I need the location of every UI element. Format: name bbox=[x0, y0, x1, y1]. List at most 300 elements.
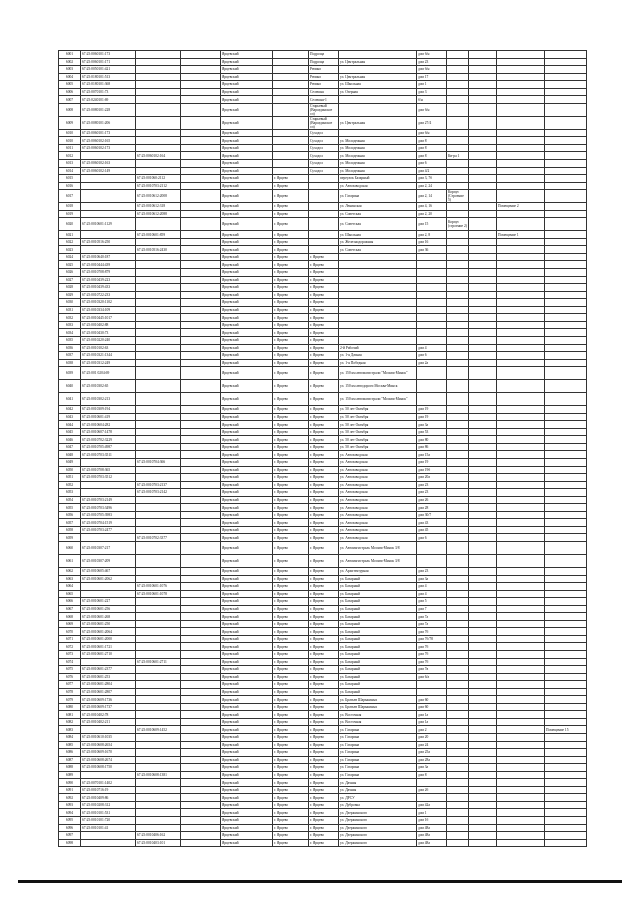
cell-note bbox=[447, 81, 469, 89]
cell-settlement bbox=[309, 175, 339, 183]
cell-district: Ярцевский bbox=[221, 238, 273, 246]
table-row bbox=[59, 651, 587, 659]
cell-settlement: Старьевый (Вараздинское сп) bbox=[309, 116, 339, 129]
cell-house bbox=[417, 291, 447, 299]
cell-cadastral-3 bbox=[181, 66, 221, 74]
cell-street bbox=[339, 291, 417, 299]
cell-extra-1 bbox=[469, 839, 497, 847]
cell-extra-3 bbox=[545, 314, 587, 322]
cell-extra-1 bbox=[469, 269, 497, 277]
cell-district: Ярцевский bbox=[221, 321, 273, 329]
cell-house: дом 2, 24 bbox=[417, 182, 447, 190]
cell-number: 6036 bbox=[59, 344, 81, 352]
cell-city: г. Ярцево bbox=[273, 443, 309, 451]
cell-extra-3 bbox=[545, 436, 587, 444]
cell-extra-3 bbox=[545, 73, 587, 81]
cell-city: г. Ярцево bbox=[273, 261, 309, 269]
cell-district: Ярцевский bbox=[221, 711, 273, 719]
cell-city: г. Ярцево bbox=[273, 779, 309, 787]
cell-city: г. Ярцево bbox=[273, 519, 309, 527]
cell-number: 6038 bbox=[59, 359, 81, 367]
cell-cadastral-2 bbox=[136, 643, 181, 651]
table-row bbox=[59, 344, 587, 352]
cell-extra-3 bbox=[545, 534, 587, 542]
cell-city: г. Ярцево bbox=[273, 231, 309, 239]
cell-number: 6045 bbox=[59, 428, 81, 436]
cell-extra-3 bbox=[545, 421, 587, 429]
cell-note bbox=[447, 352, 469, 360]
cell-district: Ярцевский bbox=[221, 605, 273, 613]
cell-settlement: г. Ярцево bbox=[309, 598, 339, 606]
cell-street: ул. Братьев Шарыкиных bbox=[339, 703, 417, 711]
cell-note bbox=[447, 832, 469, 840]
cell-street: ул. Базарный bbox=[339, 598, 417, 606]
table-row bbox=[59, 519, 587, 527]
cell-number: 6073 bbox=[59, 651, 81, 659]
cell-street: ул. Автозаводская bbox=[339, 474, 417, 482]
cell-extra-3 bbox=[545, 583, 587, 591]
table-row bbox=[59, 116, 587, 129]
cell-settlement: г. Ярцево bbox=[309, 269, 339, 277]
cell-extra-1 bbox=[469, 203, 497, 211]
cell-cadastral-1 bbox=[81, 481, 136, 489]
cell-cadastral-2 bbox=[136, 451, 181, 459]
cell-cadastral-3 bbox=[181, 651, 221, 659]
cell-extra-2 bbox=[497, 261, 545, 269]
cell-city: г. Ярцево bbox=[273, 276, 309, 284]
cell-cadastral-2 bbox=[136, 718, 181, 726]
cell-cadastral-2 bbox=[136, 681, 181, 689]
cell-street: ул. 50 лет Октября bbox=[339, 428, 417, 436]
cell-street: ул. Дачная bbox=[339, 779, 417, 787]
cell-number: 6097 bbox=[59, 832, 81, 840]
cell-district: Ярцевский bbox=[221, 779, 273, 787]
cell-extra-2 bbox=[497, 276, 545, 284]
cell-number: 6001 bbox=[59, 51, 81, 59]
cell-extra-2 bbox=[497, 688, 545, 696]
cell-house: дом 7а bbox=[417, 620, 447, 628]
cell-number: 6082 bbox=[59, 718, 81, 726]
cell-district: Ярцевский bbox=[221, 786, 273, 794]
table-row bbox=[59, 771, 587, 779]
cell-note bbox=[447, 129, 469, 137]
cell-cadastral-2 bbox=[136, 749, 181, 757]
cell-city: г. Ярцево bbox=[273, 749, 309, 757]
cell-note bbox=[447, 786, 469, 794]
cell-extra-1 bbox=[469, 321, 497, 329]
table-row bbox=[59, 489, 587, 497]
cell-extra-1 bbox=[469, 406, 497, 414]
cell-cadastral-2 bbox=[136, 428, 181, 436]
cell-street: ул. Автозаводская bbox=[339, 519, 417, 527]
cell-district: Ярцевский bbox=[221, 167, 273, 175]
cell-settlement bbox=[309, 190, 339, 203]
cell-extra-2 bbox=[497, 643, 545, 651]
table-row bbox=[59, 451, 587, 459]
cell-cadastral-1: 67:25:0010722:233 bbox=[81, 291, 136, 299]
cell-cadastral-2 bbox=[136, 511, 181, 519]
cell-extra-2 bbox=[497, 210, 545, 218]
cell-house bbox=[417, 306, 447, 314]
cell-number: 6013 bbox=[59, 160, 81, 168]
cell-cadastral-1 bbox=[81, 458, 136, 466]
cell-extra-3 bbox=[545, 103, 587, 116]
cell-district: Ярцевский bbox=[221, 511, 273, 519]
cell-cadastral-3 bbox=[181, 344, 221, 352]
cell-cadastral-1: 67:25:0060102:149 bbox=[81, 167, 136, 175]
cell-number: 6030 bbox=[59, 299, 81, 307]
table-row bbox=[59, 504, 587, 512]
cell-cadastral-3 bbox=[181, 413, 221, 421]
cell-extra-3 bbox=[545, 238, 587, 246]
cell-cadastral-1: 67:25:0010312:249 bbox=[81, 359, 136, 367]
cell-cadastral-2 bbox=[136, 253, 181, 261]
cell-district: Ярцевский bbox=[221, 103, 273, 116]
cell-extra-3 bbox=[545, 276, 587, 284]
cell-number: 6064 bbox=[59, 583, 81, 591]
cell-district: Ярцевский bbox=[221, 489, 273, 497]
cell-extra-1 bbox=[469, 167, 497, 175]
table-row bbox=[59, 367, 587, 380]
cell-street: ул. Базарный bbox=[339, 651, 417, 659]
cell-note bbox=[447, 314, 469, 322]
cell-street: ул. Базарный bbox=[339, 643, 417, 651]
cell-district: Ярцевский bbox=[221, 51, 273, 59]
cell-extra-3 bbox=[545, 129, 587, 137]
cell-cadastral-2 bbox=[136, 756, 181, 764]
cell-cadastral-1 bbox=[81, 726, 136, 734]
cell-house: дом 3а bbox=[417, 764, 447, 772]
cell-cadastral-2 bbox=[136, 58, 181, 66]
cell-settlement: г. Ярцево bbox=[309, 605, 339, 613]
cell-house bbox=[417, 794, 447, 802]
cell-house: дом 2 bbox=[417, 726, 447, 734]
cell-house: дом 1б bbox=[417, 817, 447, 825]
cell-note bbox=[447, 344, 469, 352]
cell-settlement: г. Ярцево bbox=[309, 406, 339, 414]
cell-settlement: г. Ярцево bbox=[309, 635, 339, 643]
cell-settlement: Селешня bbox=[309, 88, 339, 96]
cell-cadastral-1: 67:25:0010703:2477 bbox=[81, 526, 136, 534]
table-row bbox=[59, 458, 587, 466]
cell-note bbox=[447, 167, 469, 175]
cell-settlement: г. Ярцево bbox=[309, 590, 339, 598]
cell-extra-2 bbox=[497, 541, 545, 554]
cell-house: дом 8 bbox=[417, 152, 447, 160]
cell-city: г. Ярцево bbox=[273, 246, 309, 254]
cell-number: 6008 bbox=[59, 103, 81, 116]
cell-note bbox=[447, 336, 469, 344]
cell-district: Ярцевский bbox=[221, 832, 273, 840]
cell-number: 6096 bbox=[59, 824, 81, 832]
cell-number: 6076 bbox=[59, 673, 81, 681]
cell-house: дом 4/2 bbox=[417, 167, 447, 175]
cell-city: г. Ярцево bbox=[273, 210, 309, 218]
cell-note: Корпус (Строение 5) bbox=[447, 190, 469, 203]
cell-house bbox=[417, 299, 447, 307]
cell-cadastral-2 bbox=[136, 696, 181, 704]
cell-number: 6051 bbox=[59, 474, 81, 482]
cell-extra-3 bbox=[545, 321, 587, 329]
cell-house bbox=[417, 261, 447, 269]
cell-extra-2 bbox=[497, 103, 545, 116]
cell-district: Ярцевский bbox=[221, 620, 273, 628]
cell-house: дом 24 bbox=[417, 741, 447, 749]
cell-note bbox=[447, 651, 469, 659]
table-row bbox=[59, 314, 587, 322]
cell-cadastral-1 bbox=[81, 839, 136, 847]
cell-extra-1 bbox=[469, 554, 497, 567]
cell-settlement bbox=[309, 231, 339, 239]
table-row bbox=[59, 688, 587, 696]
cell-note bbox=[447, 451, 469, 459]
cell-city: г. Ярцево bbox=[273, 451, 309, 459]
cell-cadastral-3 bbox=[181, 643, 221, 651]
cell-note bbox=[447, 393, 469, 406]
cell-extra-2 bbox=[497, 443, 545, 451]
cell-street: ул. Ленинская bbox=[339, 203, 417, 211]
cell-extra-2 bbox=[497, 144, 545, 152]
cell-city: г. Ярцево bbox=[273, 496, 309, 504]
table-row bbox=[59, 203, 587, 211]
cell-number: 6048 bbox=[59, 451, 81, 459]
cell-extra-1 bbox=[469, 741, 497, 749]
table-row bbox=[59, 749, 587, 757]
cell-cadastral-3 bbox=[181, 291, 221, 299]
cell-extra-3 bbox=[545, 144, 587, 152]
cell-extra-1 bbox=[469, 152, 497, 160]
cell-extra-1 bbox=[469, 73, 497, 81]
cell-cadastral-1: 67:25:0060102:165 bbox=[81, 137, 136, 145]
cell-extra-1 bbox=[469, 749, 497, 757]
cell-cadastral-1: 67:25:0010439:433 bbox=[81, 284, 136, 292]
cell-settlement: г. Ярцево bbox=[309, 314, 339, 322]
cell-street: ул. Автомагистраль Москва-Минск 3/8 bbox=[339, 541, 417, 554]
cell-cadastral-3 bbox=[181, 367, 221, 380]
cell-city: г. Ярцево bbox=[273, 681, 309, 689]
cell-cadastral-3 bbox=[181, 554, 221, 567]
cell-cadastral-1: 67:25:0010321:1344 bbox=[81, 352, 136, 360]
cell-extra-1 bbox=[469, 175, 497, 183]
cell-note bbox=[447, 96, 469, 104]
cell-cadastral-2 bbox=[136, 314, 181, 322]
cell-number: 6049 bbox=[59, 458, 81, 466]
cell-extra-3 bbox=[545, 771, 587, 779]
cell-extra-2 bbox=[497, 567, 545, 575]
cell-house: дом 7б bbox=[417, 628, 447, 636]
cell-extra-3 bbox=[545, 352, 587, 360]
cell-cadastral-3 bbox=[181, 718, 221, 726]
cell-street: ул. Озерная bbox=[339, 88, 417, 96]
cell-settlement: г. Ярцево bbox=[309, 496, 339, 504]
cell-cadastral-1: 67:25:0010320:1102 bbox=[81, 299, 136, 307]
cell-cadastral-3 bbox=[181, 269, 221, 277]
cell-extra-1 bbox=[469, 534, 497, 542]
cell-extra-3 bbox=[545, 451, 587, 459]
cell-note bbox=[447, 718, 469, 726]
cell-settlement: г. Ярцево bbox=[309, 436, 339, 444]
cell-extra-2 bbox=[497, 620, 545, 628]
cell-street: ул. Дзержинского bbox=[339, 832, 417, 840]
cell-house: дом 5 bbox=[417, 598, 447, 606]
cell-cadastral-1: 67:25:0080101:206 bbox=[81, 116, 136, 129]
cell-note bbox=[447, 73, 469, 81]
cell-street: 2-й Рабочий bbox=[339, 344, 417, 352]
cell-extra-2 bbox=[497, 413, 545, 421]
table-row bbox=[59, 635, 587, 643]
cell-extra-3 bbox=[545, 428, 587, 436]
table-row bbox=[59, 380, 587, 393]
cell-note bbox=[447, 51, 469, 59]
cell-house: дом 36 bbox=[417, 246, 447, 254]
cell-city bbox=[273, 167, 309, 175]
cell-cadastral-3 bbox=[181, 253, 221, 261]
cell-city bbox=[273, 103, 309, 116]
cell-extra-2 bbox=[497, 726, 545, 734]
table-row bbox=[59, 152, 587, 160]
cell-settlement: г. Ярцево bbox=[309, 428, 339, 436]
cell-cadastral-1: 67:25:0010102:63 bbox=[81, 344, 136, 352]
cell-number: 6016 bbox=[59, 182, 81, 190]
table-row bbox=[59, 613, 587, 621]
cell-cadastral-3 bbox=[181, 673, 221, 681]
table-row bbox=[59, 413, 587, 421]
cell-house: дом 27/4 bbox=[417, 116, 447, 129]
cell-street: ул. Автозаводская bbox=[339, 511, 417, 519]
table-row bbox=[59, 406, 587, 414]
cell-note bbox=[447, 306, 469, 314]
cell-settlement: г. Ярцево bbox=[309, 261, 339, 269]
cell-cadastral-2 bbox=[136, 613, 181, 621]
cell-city: г. Ярцево bbox=[273, 824, 309, 832]
cell-city: г. Ярцево bbox=[273, 321, 309, 329]
cell-extra-1 bbox=[469, 299, 497, 307]
cell-cadastral-3 bbox=[181, 466, 221, 474]
cell-extra-3 bbox=[545, 590, 587, 598]
cell-cadastral-3 bbox=[181, 210, 221, 218]
cell-extra-2 bbox=[497, 116, 545, 129]
cell-extra-2 bbox=[497, 764, 545, 772]
cell-extra-1 bbox=[469, 794, 497, 802]
cell-extra-1 bbox=[469, 443, 497, 451]
table-row bbox=[59, 590, 587, 598]
cell-extra-3 bbox=[545, 541, 587, 554]
cell-cadastral-1: 67:25:0010716:19 bbox=[81, 786, 136, 794]
table-row bbox=[59, 129, 587, 137]
cell-district: Ярцевский bbox=[221, 764, 273, 772]
cell-extra-3 bbox=[545, 336, 587, 344]
cell-note bbox=[447, 175, 469, 183]
cell-street bbox=[339, 96, 417, 104]
cell-city: г. Ярцево bbox=[273, 466, 309, 474]
cell-cadastral-2: 67:25:0010516:2430 bbox=[136, 246, 181, 254]
registry-sheet bbox=[58, 50, 586, 847]
cell-extra-3 bbox=[545, 658, 587, 666]
cell-city: г. Ярцево bbox=[273, 756, 309, 764]
cell-extra-3 bbox=[545, 167, 587, 175]
cell-extra-2 bbox=[497, 344, 545, 352]
cell-number: 6044 bbox=[59, 421, 81, 429]
cell-settlement: Репино bbox=[309, 66, 339, 74]
cell-settlement: г. Ярцево bbox=[309, 749, 339, 757]
cell-note bbox=[447, 519, 469, 527]
cell-cadastral-1 bbox=[81, 590, 136, 598]
cell-number: 6046 bbox=[59, 436, 81, 444]
cell-note bbox=[447, 421, 469, 429]
cell-extra-2 bbox=[497, 269, 545, 277]
cell-house: дом 6 bbox=[417, 160, 447, 168]
cell-number: 6035 bbox=[59, 336, 81, 344]
cell-street bbox=[339, 66, 417, 74]
cell-note bbox=[447, 160, 469, 168]
cell-street: ул. Гагарина bbox=[339, 190, 417, 203]
cell-cadastral-3 bbox=[181, 519, 221, 527]
cell-cadastral-3 bbox=[181, 688, 221, 696]
cell-settlement: г. Ярцево bbox=[309, 443, 339, 451]
cell-extra-2 bbox=[497, 246, 545, 254]
cell-street: ул. Гагарина bbox=[339, 771, 417, 779]
cell-settlement: г. Ярцево bbox=[309, 734, 339, 742]
cell-settlement: г. Ярцево bbox=[309, 643, 339, 651]
cell-cadastral-1: 67:25:0060101:171 bbox=[81, 58, 136, 66]
cell-house: дом 6/а bbox=[417, 673, 447, 681]
table-row bbox=[59, 182, 587, 190]
cell-cadastral-3 bbox=[181, 421, 221, 429]
cell-city: г. Ярцево bbox=[273, 605, 309, 613]
cell-district: Ярцевский bbox=[221, 246, 273, 254]
cell-street: ул. Автозаводская bbox=[339, 451, 417, 459]
cell-extra-2 bbox=[497, 175, 545, 183]
cell-house bbox=[417, 393, 447, 406]
cell-cadastral-3 bbox=[181, 306, 221, 314]
cell-cadastral-2: 67:25:0010612:2088 bbox=[136, 210, 181, 218]
cell-cadastral-1: 67:25:0010601:2062 bbox=[81, 575, 136, 583]
cell-extra-2 bbox=[497, 393, 545, 406]
cell-city bbox=[273, 160, 309, 168]
cell-extra-3 bbox=[545, 406, 587, 414]
table-row bbox=[59, 534, 587, 542]
cell-city: г. Ярцево bbox=[273, 598, 309, 606]
cell-number: 6057 bbox=[59, 519, 81, 527]
cell-extra-2 bbox=[497, 81, 545, 89]
cell-settlement: г. Ярцево bbox=[309, 344, 339, 352]
cell-settlement: г. Ярцево bbox=[309, 703, 339, 711]
cell-cadastral-3 bbox=[181, 329, 221, 337]
cell-note bbox=[447, 489, 469, 497]
cell-district: Ярцевский bbox=[221, 329, 273, 337]
cell-city: г. Ярцево bbox=[273, 291, 309, 299]
cell-number: 6065 bbox=[59, 590, 81, 598]
table-row bbox=[59, 359, 587, 367]
cell-cadastral-1: 67:25:0010601:256 bbox=[81, 605, 136, 613]
cell-extra-2 bbox=[497, 734, 545, 742]
cell-extra-3 bbox=[545, 666, 587, 674]
cell-street: ул. Базарный bbox=[339, 658, 417, 666]
cell-settlement: г. Ярцево bbox=[309, 380, 339, 393]
cell-house: дом 6 bbox=[417, 534, 447, 542]
cell-cadastral-3 bbox=[181, 218, 221, 231]
cell-cadastral-2 bbox=[136, 284, 181, 292]
cell-settlement: г. Ярцево bbox=[309, 809, 339, 817]
cell-house: дом 28а bbox=[417, 756, 447, 764]
table-row bbox=[59, 144, 587, 152]
cell-extra-2 bbox=[497, 681, 545, 689]
cell-extra-2 bbox=[497, 489, 545, 497]
cell-extra-3 bbox=[545, 620, 587, 628]
cell-extra-3 bbox=[545, 81, 587, 89]
table-row bbox=[59, 575, 587, 583]
cell-house: дом 60 bbox=[417, 703, 447, 711]
